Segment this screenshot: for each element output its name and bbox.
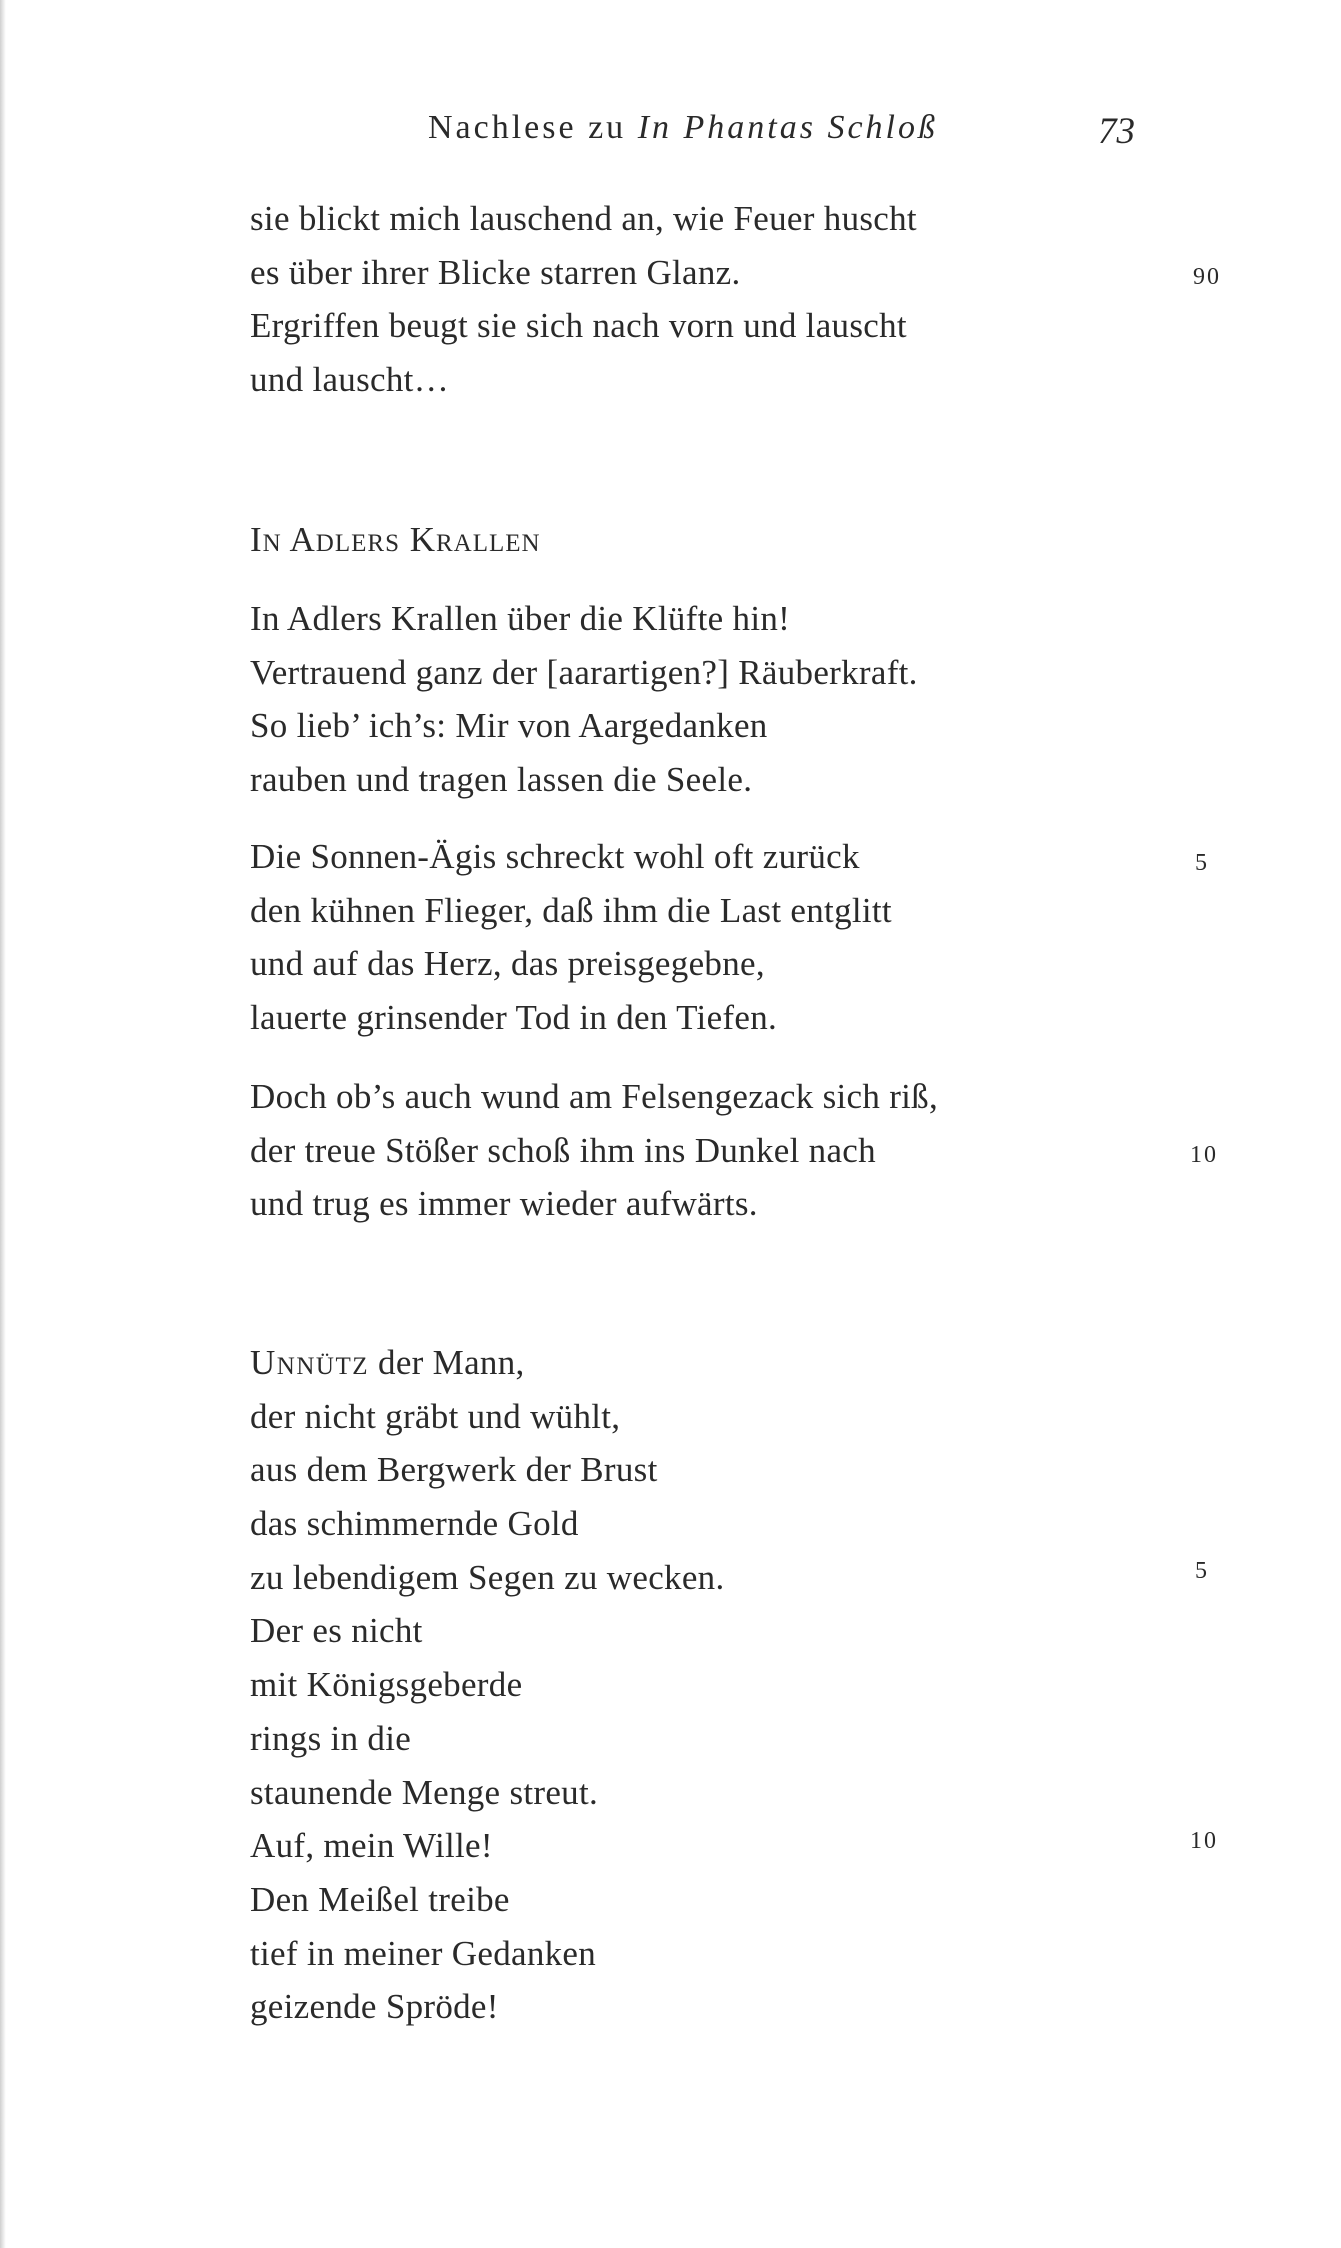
verse-line: In Adlers Krallen über die Klüfte hin! bbox=[250, 599, 791, 638]
verse-line: Vertrauend ganz der [aarartigen?] Räuberkraft. bbox=[250, 652, 918, 692]
verse-line: mit Königsgeberde bbox=[250, 1665, 523, 1705]
verse-line: zu lebendigem Segen zu wecken. bbox=[250, 1557, 725, 1597]
verse-line: Auf, mein Wille! bbox=[250, 1826, 493, 1866]
verse-line: Die Sonnen-Ägis schreckt wohl oft zurück bbox=[250, 837, 860, 876]
verse-line: Ergriffen beugt sie sich nach vorn und lauscht bbox=[250, 306, 907, 346]
poem1-stanza-1 bbox=[250, 592, 918, 807]
line-number: 5 bbox=[1195, 1558, 1209, 1584]
verse-line: Der es nicht bbox=[250, 1611, 423, 1651]
verse-line: und lauscht… bbox=[250, 360, 449, 400]
verse-line: der nicht gräbt und wühlt, bbox=[250, 1396, 621, 1436]
verse-line: So lieb’ ich’s: Mir von Aargedanken bbox=[250, 706, 768, 746]
continuation-stanza bbox=[250, 192, 917, 407]
poem1-stanza-2 bbox=[250, 830, 892, 1045]
verse-line: und trug es immer wieder aufwärts. bbox=[250, 1184, 758, 1224]
running-title-work: In Phantas Schloß bbox=[637, 109, 938, 146]
running-title-prefix: Nachlese zu bbox=[428, 109, 627, 146]
running-header bbox=[428, 106, 938, 150]
verse-line: geizende Spröde! bbox=[250, 1987, 499, 2027]
verse-line: staunende Menge streut. bbox=[250, 1772, 599, 1812]
verse-line: und auf das Herz, das preisgegebne, bbox=[250, 944, 765, 984]
poem-title: In Adlers Krallen bbox=[250, 520, 541, 559]
poem1-stanza-3 bbox=[250, 1070, 938, 1231]
verse-line: Doch ob’s auch wund am Felsengezack sich riß, bbox=[250, 1077, 939, 1116]
poem2-incipit: Unnütz bbox=[250, 1343, 369, 1382]
line-number: 10 bbox=[1190, 1828, 1218, 1854]
line-number: 10 bbox=[1190, 1142, 1218, 1168]
verse-line: der treue Stößer schoß ihm ins Dunkel nach bbox=[250, 1130, 876, 1170]
verse-line: es über ihrer Blicke starren Glanz. bbox=[250, 252, 741, 292]
poem2-first-line-rest: der Mann, bbox=[368, 1343, 525, 1382]
verse-line: rings in die bbox=[250, 1718, 412, 1758]
verse-line: Den Meißel treibe bbox=[250, 1879, 510, 1919]
poem2-stanza bbox=[250, 1336, 725, 2034]
verse-line: lauerte grinsender Tod in den Tiefen. bbox=[250, 998, 778, 1038]
verse-line: tief in meiner Gedanken bbox=[250, 1933, 597, 1973]
verse-line: den kühnen Flieger, daß ihm die Last entglitt bbox=[250, 890, 892, 930]
verse-line: aus dem Bergwerk der Brust bbox=[250, 1450, 658, 1490]
line-number: 5 bbox=[1195, 850, 1209, 876]
line-number: 90 bbox=[1193, 264, 1221, 290]
verse-line: sie blickt mich lauschend an, wie Feuer huscht bbox=[250, 199, 917, 238]
verse-line bbox=[250, 1336, 725, 1390]
verse-line: rauben und tragen lassen die Seele. bbox=[250, 760, 753, 800]
verse-line: das schimmernde Gold bbox=[250, 1504, 579, 1544]
page-edge bbox=[0, 0, 6, 2248]
page-number: 73 bbox=[1098, 111, 1135, 152]
